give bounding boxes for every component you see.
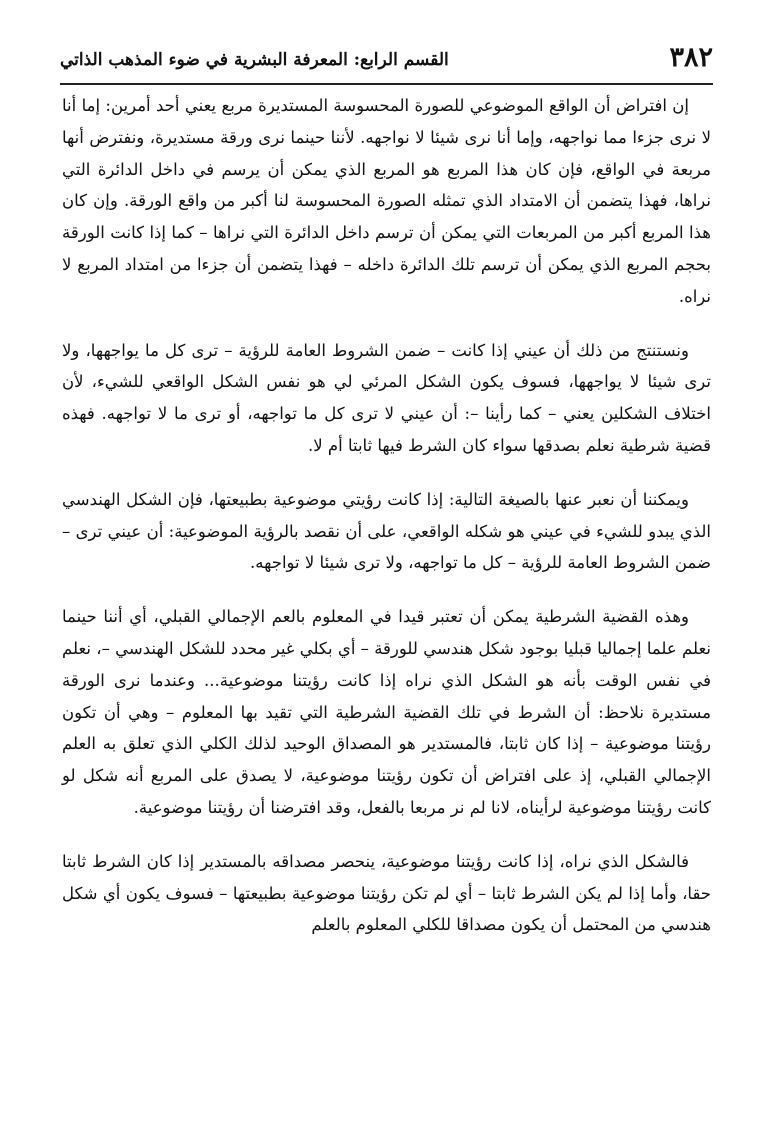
paragraph-4: وهذه القضية الشرطية يمكن أن تعتبر قيدا في المعلوم بالعم الإجمالي القبلي، أي أننا حينما نعلم علما إجماليا قبليا بوجود شكل هندسي للورقة – أي بكلي غير محدد للشكل الهندسي –، نعلم في نفس الوقت بأنه هو الشكل الذي نراه إذا كانت رؤيتنا موضوعية... وعندما نرى الورقة مستديرة نلاحظ: أن الشرط في تلك القضية الشرطية التي تقيد بها المعلوم – وهي أن تكون رؤيتنا موضوعية – إذا كان ثابتا، فالمستدير هو المصداق الوحيد لذلك الكلي الذي تعلق به العلم الإجمالي القبلي، إذ على افتراض أن تكون رؤيتنا موضوعية، لا يصدق على المربع أنه شكل لو كانت رؤيتنا موضوعية لرأيناه، لانا لم نر مربعا بالفعل، وقد افترضنا أن رؤيتنا موضوعية.: [62, 607, 711, 817]
paragraph-5: فالشكل الذي نراه، إذا كانت رؤيتنا موضوعية، ينحصر مصداقه بالمستدير إذا كان الشرط ثابتا حقا، وأما إذا لم يكن الشرط ثابتا – أي لم تكن رؤيتنا موضوعية بطبيعتها – فسوف يكون أي شكل هندسي من المحتمل أن يكون مصداقا للكلي المعلوم بالعلم: [62, 851, 711, 935]
paragraph-2: ونستنتج من ذلك أن عيني إذا كانت – ضمن الشروط العامة للرؤية – ترى كل ما يواجهها، ولا ترى شيئا لا يواجهها، فسوف يكون الشكل المرئي لي هو نفس الشكل الواقعي للشيء، لأن اختلاف الشكلين يعني – كما رأينا –: أن عيني لا ترى كل ما تواجهه، أو ترى ما لا تواجهه. فهذه قضية شرطية نعلم بصدقها سواء كان الشرط فيها ثابتا أم لا.: [62, 340, 711, 455]
paragraph-3: ويمكننا أن نعبر عنها بالصيغة التالية: إذا كانت رؤيتي موضوعية بطبيعتها، فإن الشكل الهندسي الذي يبدو للشيء في عيني هو شكله الواقعي، على أن نقصد بالرؤية الموضوعية: أن عيني ترى – ضمن الشروط العامة للرؤية – كل ما تواجهه، ولا ترى شيئا لا تواجهه.: [62, 489, 711, 573]
page-header: [60, 40, 713, 82]
page-number: ٣٨٢: [669, 42, 713, 73]
header-divider: [60, 83, 713, 85]
running-title: القسم الرابع: المعرفة البشرية في ضوء المذهب الذاتي: [60, 50, 449, 70]
paragraph-1: إن افتراض أن الواقع الموضوعي للصورة المحسوسة المستديرة مربع يعني أحد أمرين: إما أنا لا نرى جزءا مما نواجهه، وإما أنا نرى شيئا لا نواجهه. لأننا حينما نرى ورقة مستديرة، ونفترض أنها مربعة في الواقع، فإن كان هذا المربع هو المربع الذي يمكن أن يرسم في داخل الدائرة التي نراها، فهذا يتضمن أن الامتداد الذي تمثله الصورة المحسوسة لنا أكبر من واقع الورقة. وإن كان هذا المربع أكبر من المربعات التي يمكن أن ترسم داخل الدائرة التي نراها – كما إذا كانت الورقة بحجم المربع الذي يمكن أن ترسم تلك الدائرة داخله – فهذا يتضمن أن جزءا من امتداد المربع لا نراه.: [62, 96, 711, 306]
body-text: [62, 90, 711, 963]
